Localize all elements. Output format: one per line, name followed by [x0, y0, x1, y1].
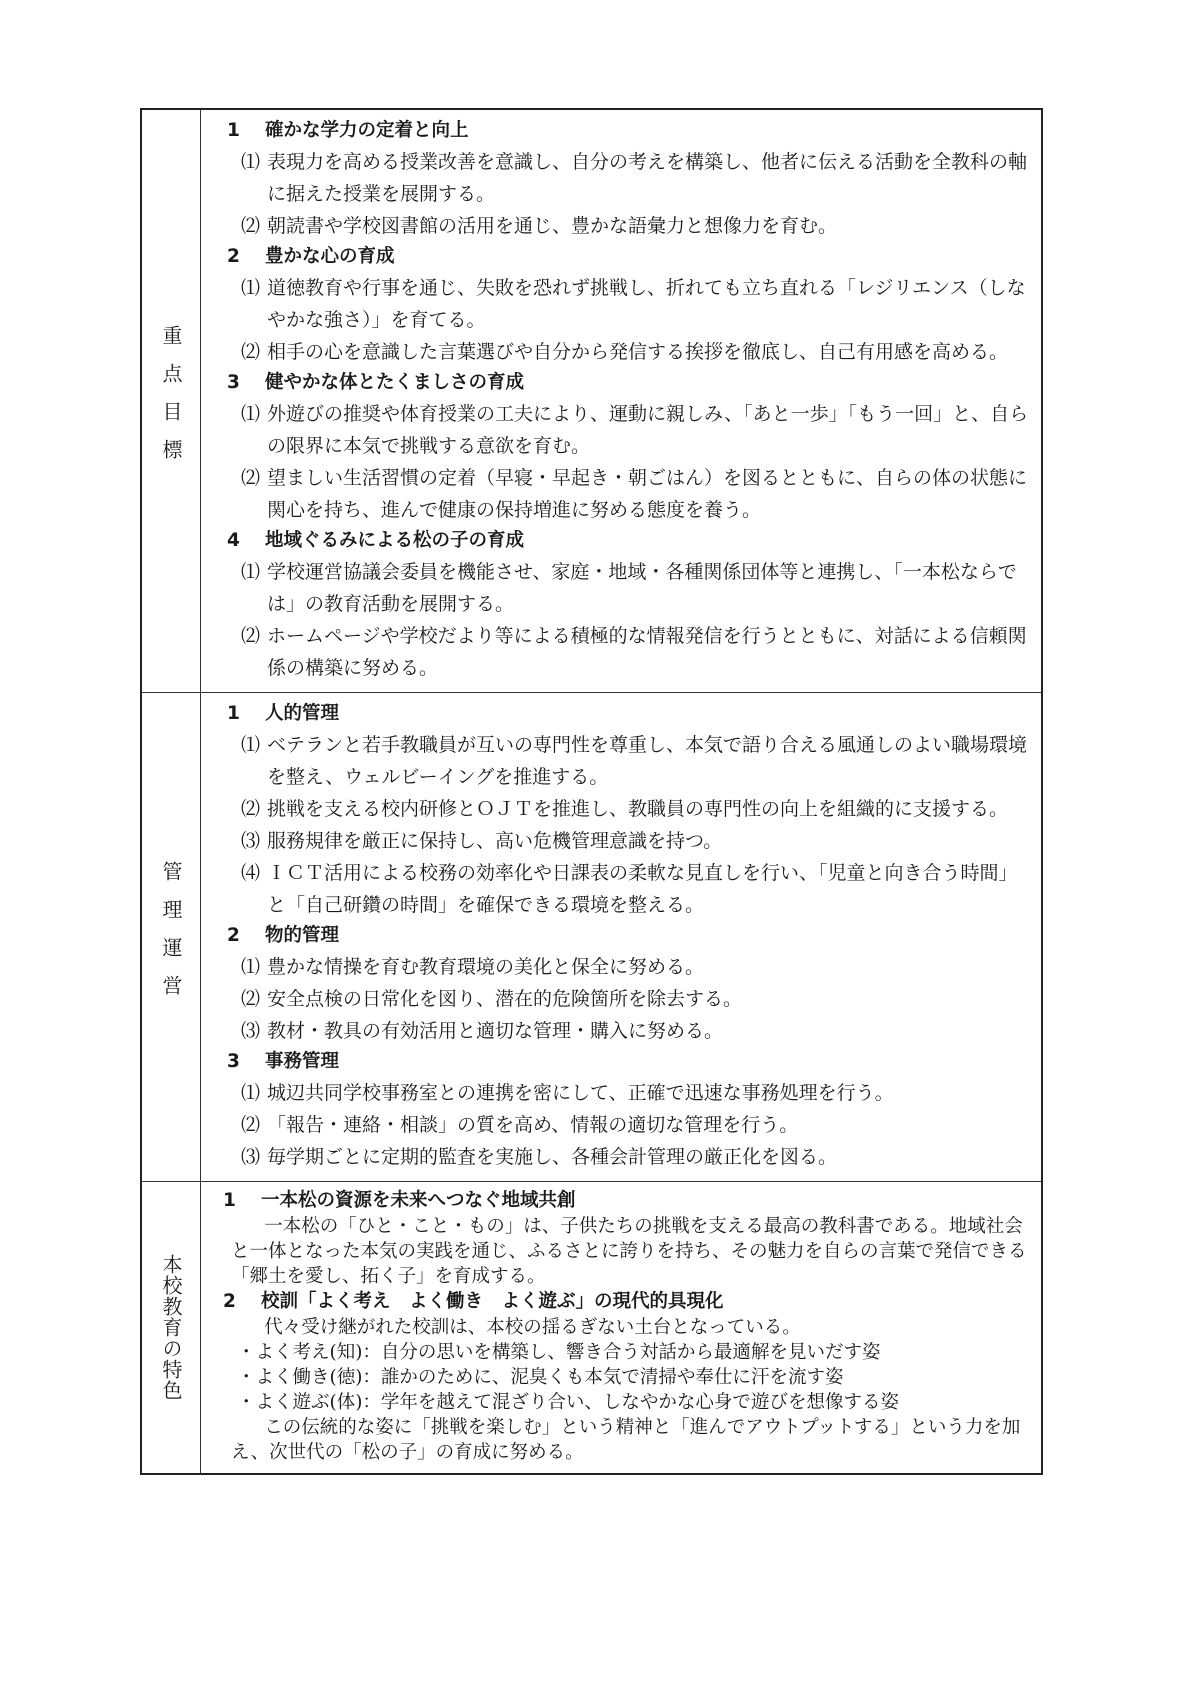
section-heading: 2 校訓「よく考え よく働き よく遊ぶ」の現代的具現化: [223, 1291, 724, 1312]
label-cell: [142, 1182, 201, 1473]
list-item: ⑴ ベテランと若手教職員が互いの専門性を尊重し、本気で語り合える風通しのよい職場環境を整え、ウェルビーイングを推進する。: [241, 734, 1028, 788]
list-item: ⑵ 「報告・連絡・相談」の質を高め、情報の適切な管理を行う。: [241, 1114, 799, 1136]
list-item: ⑶ 毎学期ごとに定期的監査を実施し、各種会計管理の厳正化を図る。: [241, 1146, 838, 1168]
section-heading: 3 健やかな体とたくましさの育成: [227, 372, 525, 393]
list-item: ⑵ ホームページや学校だより等による積極的な情報発信を行うとともに、対話による信頼関係の構築に努める。: [241, 625, 1027, 679]
section-heading: 1 確かな学力の定着と向上: [227, 120, 469, 141]
bullet-item: ・よく遊ぶ(体)：学年を越えて混ざり合い、しなやかな心身で遊びを想像する姿: [237, 1392, 899, 1413]
section-heading: 1 一本松の資源を未来へつなぐ地域共創: [223, 1190, 576, 1211]
list-item: ⑵ 朝読書や学校図書館の活用を通じ、豊かな語彙力と想像力を育む。: [241, 215, 838, 237]
list-item: ⑴ 豊かな情操を育む教育環境の美化と保全に努める。: [241, 956, 705, 978]
list-item: ⑴ 学校運営協議会委員を機能させ、家庭・地域・各種関係団体等と連携し、「一本松ならでは」の教育活動を展開する。: [241, 561, 1017, 615]
list-item: ⑴ 城辺共同学校事務室との連携を密にして、正確で迅速な事務処理を行う。: [241, 1082, 894, 1104]
section-heading: 2 物的管理: [227, 925, 340, 946]
list-item: ⑵ 安全点検の日常化を図り、潜在的危険箇所を除去する。: [241, 988, 743, 1010]
list-item: ⑴ 道徳教育や行事を通じ、失敗を恐れず挑戦し、折れても立ち直れる「レジリエンス（しなやかな強さ）」を育てる。: [241, 277, 1026, 331]
label-cell: [142, 693, 201, 1181]
content-cell: [201, 1182, 1041, 1473]
row-school-features: [142, 1181, 1041, 1473]
section-heading: 2 豊かな心の育成: [227, 246, 395, 267]
bullet-item: ・よく考え(知)：自分の思いを構築し、響き合う対話から最適解を見いだす姿: [237, 1342, 881, 1363]
label-cell: [142, 110, 201, 692]
content-cell: [201, 110, 1041, 692]
section-heading: 1 人的管理: [227, 703, 340, 724]
paragraph: 一本松の「ひと・こと・もの」は、子供たちの挑戦を支える最高の教科書である。地域社会と一体となった本気の実践を通じ、ふるさとに誇りを持ち、その魅力を自らの言葉で発信できる「郷土を愛し、拓く子」を育成する。: [231, 1216, 1027, 1287]
list-item: ⑴ 表現力を高める授業改善を意識し、自分の考えを構築し、他者に伝える活動を全教科の軸に据えた授業を展開する。: [241, 151, 1028, 205]
list-item: ⑷ ＩＣＴ活用による校務の効率化や日課表の柔軟な見直しを行い、「児童と向き合う時間」と「自己研鑽の時間」を確保できる環境を整える。: [241, 862, 1018, 916]
section-heading: 4 地域ぐるみによる松の子の育成: [227, 530, 525, 551]
list-item: ⑶ 教材・教具の有効活用と適切な管理・購入に努める。: [241, 1020, 724, 1042]
list-item: ⑵ 相手の心を意識した言葉選びや自分から発信する挨拶を徹底し、自己有用感を高める。: [241, 341, 1009, 363]
section-heading: 3 事務管理: [227, 1051, 340, 1072]
paragraph: 代々受け継がれた校訓は、本校の揺るぎない土台となっている。: [264, 1317, 801, 1338]
list-item: ⑴ 外遊びの推奨や体育授業の工夫により、運動に親しみ、「あと一歩」「もう一回」と、自らの限界に本気で挑戦する意欲を育む。: [241, 403, 1029, 457]
row-priority-goals: [142, 110, 1041, 692]
row-label: 本校教育の特色: [159, 1254, 183, 1401]
list-item: ⑵ 望ましい生活習慣の定着（早寝・早起き・朝ごはん）を図るとともに、自らの体の状態に関心を持ち、進んで健康の保持増進に努める態度を養う。: [241, 467, 1028, 521]
list-item: ⑶ 服務規律を厳正に保持し、高い危機管理意識を持つ。: [241, 830, 723, 852]
list-item: ⑵ 挑戦を支える校内研修とＯＪＴを推進し、教職員の専門性の向上を組織的に支援する。: [241, 798, 1009, 820]
row-label: 管理運営: [159, 861, 183, 1013]
paragraph: この伝統的な姿に「挑戦を楽しむ」という精神と「進んでアウトプットする」という力を加え、次世代の「松の子」の育成に努める。: [231, 1417, 1021, 1463]
content-cell: [201, 693, 1041, 1181]
row-label: 重点目標: [159, 325, 183, 477]
policy-table: [140, 108, 1043, 1475]
bullet-item: ・よく働き(徳)：誰かのために、泥臭くも本気で清掃や奉仕に汗を流す姿: [237, 1367, 844, 1388]
row-management: [142, 692, 1041, 1181]
